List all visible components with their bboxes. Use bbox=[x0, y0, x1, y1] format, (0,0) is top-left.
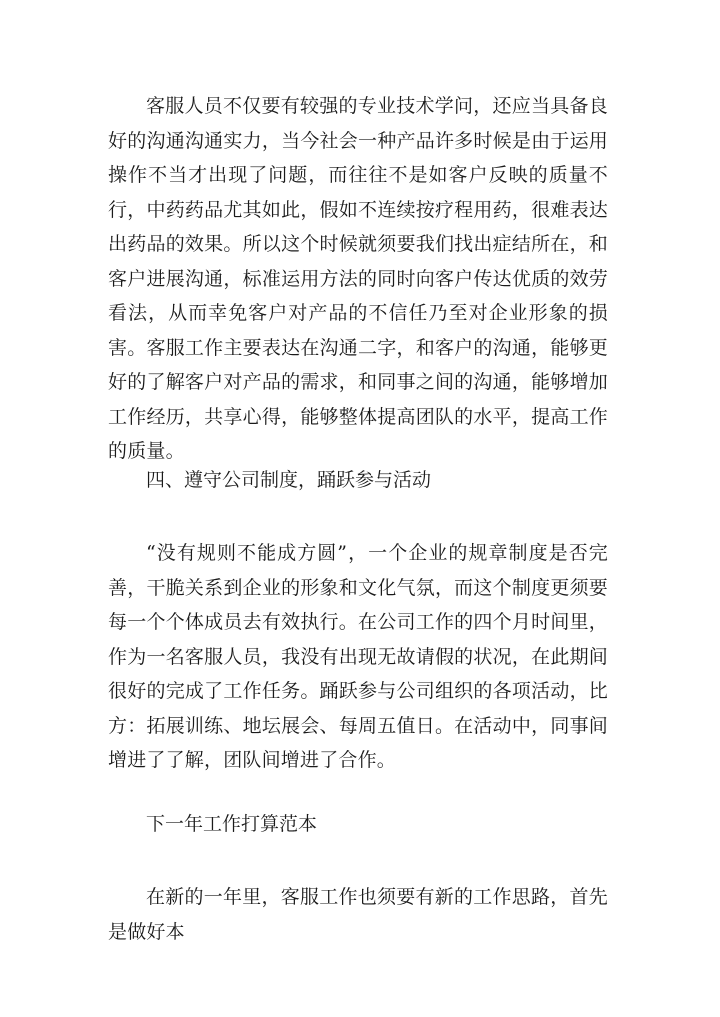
body-paragraph: 客服人员不仅要有较强的专业技术学问，还应当具备良好的沟通沟通实力，当今社会一种产品许多时候是由于运用操作不当才出现了问题，而往往不是如客户反映的质量不行，中药药品尤其如此，假如不连续按疗程用药，很难表达出药品的效果。所以这个时候就须要我们找出症结所在，和客户进展沟通，标准运用方法的同时向客户传达优质的效劳看法，从而幸免客户对产品的不信任乃至对企业形象的损害。客服工作主要表达在沟通二字，和客户的沟通，能够更好的了解客户对产品的需求，和同事之间的沟通，能够增加工作经历，共享心得，能够整体提高团队的水平，提高工作的质量。 bbox=[108, 95, 608, 462]
section-heading: 下一年工作打算范本 bbox=[146, 813, 318, 835]
section-heading: 四、遵守公司制度，踊跃参与活动 bbox=[146, 469, 432, 491]
body-paragraph: “没有规则不能成方圆”，一个企业的规章制度是否完善，干脆关系到企业的形象和文化气氛，而这个制度更须要每一个个体成员去有效执行。在公司工作的四个月时间里，作为一名客服人员，我没有出现无故请假的状况，在此期间很好的完成了工作任务。踊跃参与公司组织的各项活动，比方：拓展训练、地坛展会、每周五值日。在活动中，同事间增进了了解，团队间增进了合作。 bbox=[108, 542, 608, 771]
body-paragraph: 在新的一年里，客服工作也须要有新的工作思路，首先是做好本 bbox=[108, 886, 608, 943]
